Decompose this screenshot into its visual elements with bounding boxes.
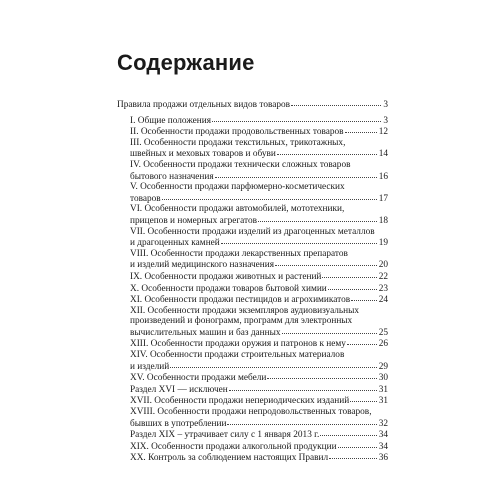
dot-leader	[291, 98, 381, 106]
toc-entry-text: I. Общие положения	[130, 115, 211, 126]
toc-entry-row	[130, 338, 388, 350]
toc-page-number: 19	[378, 238, 388, 249]
toc-entry-text: XIII. Особенности продажи оружия и патронов к нему	[130, 339, 346, 350]
toc-page-number: 34	[378, 441, 388, 452]
toc-entry-row	[130, 193, 388, 205]
toc-entry-text: прицепов и номерных агрегатов	[130, 215, 258, 226]
toc-entry-text: XV. Особенности продажи мебели	[130, 373, 267, 384]
dot-leader	[282, 326, 377, 334]
toc-page-number: 36	[378, 453, 388, 464]
toc-page-number: 20	[378, 260, 388, 271]
dot-leader	[328, 282, 377, 290]
dot-leader	[212, 114, 381, 122]
toc-page-number: 12	[378, 127, 388, 138]
toc-entry-text: швейных и меховых товаров и обуви	[130, 149, 276, 160]
toc-entry-text: IV. Особенности продажи технически сложных товаров	[130, 159, 351, 170]
dot-leader	[347, 337, 377, 345]
toc-page-number: 3	[383, 100, 388, 110]
toc-page-number: 34	[378, 430, 388, 441]
toc-page-number: 31	[378, 396, 388, 407]
toc-page-number: 18	[378, 215, 388, 226]
toc-entry[interactable]	[117, 126, 388, 138]
toc-entry-text: Раздел XVI — исключен	[130, 384, 228, 395]
toc-page-number: 25	[378, 327, 388, 338]
toc-entry-text: вычислительных машин и баз данных	[130, 327, 281, 338]
toc-entry-text: произведений и фонограмм, программ для электронных	[130, 316, 353, 327]
toc-page-number: 24	[378, 295, 388, 306]
toc-entry-text: V. Особенности продажи парфюмерно-косметических	[130, 182, 345, 193]
toc-entry[interactable]	[117, 138, 388, 160]
toc-entry-row	[130, 294, 388, 306]
toc-entry[interactable]	[117, 294, 388, 306]
dot-leader	[322, 270, 376, 278]
toc-entry-text: XII. Особенности продажи экземпляров аудиовизуальных	[130, 305, 360, 316]
toc-entry-row	[130, 215, 388, 227]
toc-entry[interactable]	[117, 350, 388, 372]
toc-entry-row	[130, 452, 388, 464]
toc-entry[interactable]	[117, 452, 388, 464]
toc-entry-row	[130, 171, 388, 183]
toc-entry-text: IX. Особенности продажи животных и растений	[130, 271, 322, 282]
toc-entry-row	[130, 237, 388, 249]
toc-entry[interactable]	[117, 384, 388, 396]
toc-page-number: 3	[383, 115, 388, 126]
toc-entry-text: VI. Особенности продажи автомобилей, мототехники,	[130, 204, 345, 215]
toc-entry-text: II. Особенности продажи продовольственных товаров	[130, 127, 344, 138]
toc-entry-text: XIV. Особенности продажи строительных материалов	[130, 350, 345, 361]
toc-entry-text: и драгоценных камней	[130, 238, 220, 249]
toc-entry-row	[130, 395, 388, 407]
toc-page-number: 30	[378, 373, 388, 384]
toc-entry[interactable]	[117, 160, 388, 182]
toc-entry-text: и изделий медицинского назначения	[130, 260, 274, 271]
dot-leader	[345, 125, 377, 133]
toc-entry-text: и изделий	[130, 361, 170, 372]
toc-entry-text: XI. Особенности продажи пестицидов и агрохимикатов	[130, 295, 351, 306]
dot-leader	[227, 417, 376, 425]
toc-entry[interactable]	[117, 306, 388, 339]
toc-entry[interactable]	[117, 407, 388, 429]
dot-leader	[320, 428, 376, 436]
toc-page-number: 32	[378, 418, 388, 429]
toc-entry-text: VIII. Особенности продажи лекарственных препаратов	[130, 248, 348, 259]
toc-entry-text: бывших в употреблении	[130, 418, 227, 429]
toc-entry[interactable]	[117, 182, 388, 204]
dot-leader	[329, 451, 377, 459]
toc-entry[interactable]	[117, 227, 388, 249]
dot-leader	[338, 440, 377, 448]
toc-page-number: 22	[378, 271, 388, 282]
toc-entry-row	[130, 126, 388, 138]
toc-entry-text: XVIII. Особенности продажи непродовольственных товаров,	[130, 407, 372, 418]
dot-leader	[258, 214, 377, 222]
toc-page-number: 31	[378, 384, 388, 395]
toc-entry-row	[117, 99, 388, 111]
dot-leader	[275, 258, 377, 266]
toc-entry[interactable]	[117, 395, 388, 407]
dot-leader	[267, 371, 376, 379]
toc-entry-text: X. Особенности продажи товаров бытовой химии	[130, 283, 327, 294]
dot-leader	[162, 192, 377, 200]
toc-page-number: 23	[378, 283, 388, 294]
toc-page-number: 17	[378, 193, 388, 204]
toc-entry[interactable]	[117, 204, 388, 226]
dot-leader	[215, 170, 377, 178]
toc-entry-row	[130, 283, 388, 295]
toc-entry-text: XIX. Особенности продажи алкогольной продукции	[130, 441, 337, 452]
dot-leader	[229, 383, 377, 391]
dot-leader	[221, 236, 377, 244]
toc-entry-text: XX. Контроль за соблюдением настоящих Правил	[130, 453, 329, 464]
toc-page-number: 26	[378, 339, 388, 350]
toc-entry-row	[130, 148, 388, 160]
toc-entry-text: XVII. Особенности продажи непериодических изданий	[130, 396, 350, 407]
toc-entry[interactable]	[117, 283, 388, 295]
table-of-contents	[117, 99, 388, 464]
toc-entry[interactable]	[117, 249, 388, 271]
toc-page-number: 16	[378, 171, 388, 182]
toc-page-number: 29	[378, 361, 388, 372]
toc-entry-text: Правила продажи отдельных видов товаров	[117, 100, 291, 110]
toc-entry[interactable]	[117, 99, 388, 111]
toc-entry[interactable]	[117, 338, 388, 350]
dot-leader	[277, 147, 377, 155]
toc-page-number: 14	[378, 149, 388, 160]
toc-entry-text: Раздел XIX – утрачивает силу с 1 января 2013 г.	[130, 430, 320, 441]
page-title: Содержание	[117, 50, 255, 75]
dot-leader	[351, 293, 377, 301]
dot-leader	[170, 360, 376, 368]
dot-leader	[350, 394, 377, 402]
toc-entry-text: товаров	[130, 193, 161, 204]
toc-entry-text: III. Особенности продажи текстильных, трикотажных,	[130, 137, 346, 148]
toc-entry-text: бытового назначения	[130, 171, 214, 182]
toc-entry-text: VII. Особенности продажи изделий из драгоценных металлов	[130, 226, 375, 237]
